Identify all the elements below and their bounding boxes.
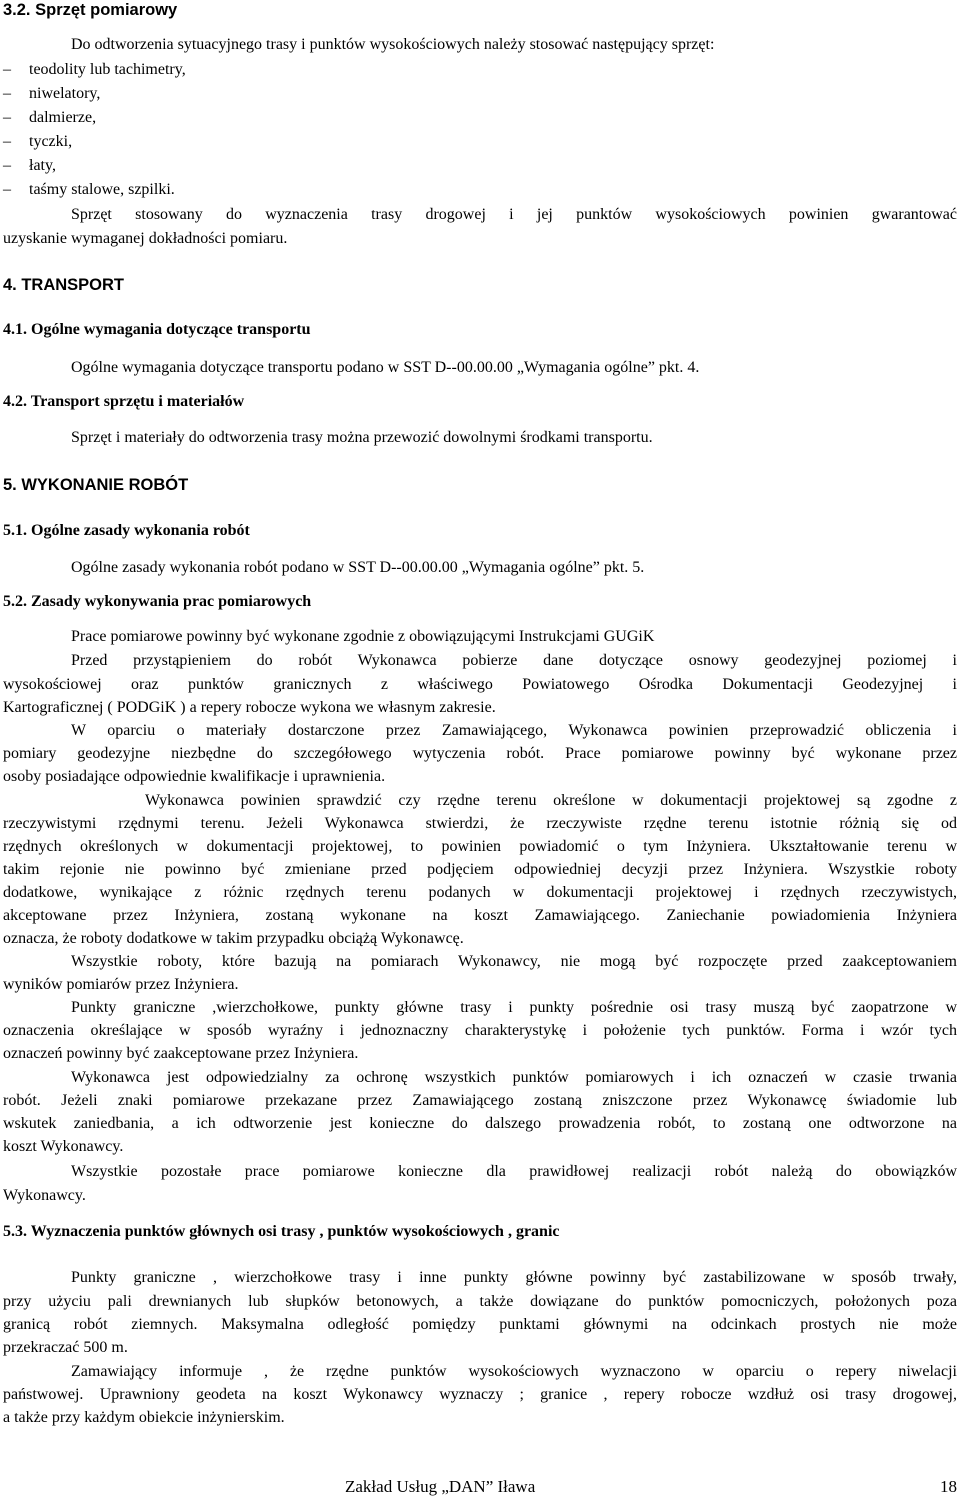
paragraph-line: osoby posiadające odpowiednie kwalifikacje i uprawnienia. xyxy=(3,768,386,785)
section-5-2-heading: 5.2. Zasady wykonywania prac pomiarowych xyxy=(3,593,312,610)
list-item: – taśmy stalowe, szpilki. xyxy=(3,181,175,198)
paragraph-line: rzędnych określonych w dokumentacji projektowej, to powinien powiadomić o tym Inżyniera. Ukształtowanie terenu w xyxy=(3,838,957,855)
paragraph-line: wysokościowej oraz punktów granicznych z właściwego Powiatowego Ośrodka Dokumentacji Geodezyjnej i xyxy=(3,676,957,693)
paragraph-line: Sprzęt stosowany do wyznaczenia trasy drogowej i jej punktów wysokościowych powinien gwarantować xyxy=(71,206,957,223)
paragraph-line: takim rejonie nie powinno być zmieniane przed podjęciem odpowiedniej decyzji przez Inżyniera. Wszystkie roboty xyxy=(3,861,957,878)
section-5-heading: 5. WYKONANIE ROBÓT xyxy=(3,476,189,494)
section-4-2-heading: 4.2. Transport sprzętu i materiałów xyxy=(3,393,245,410)
paragraph-line: W oparciu o materiały dostarczone przez Zamawiającego, Wykonawca powinien przeprowadzić obliczenia i xyxy=(71,722,957,739)
paragraph-line: rzeczywistymi rzędnymi terenu. Jeżeli Wykonawca stwierdzi, że rzeczywiste rzędne terenu istotnie różnią się od xyxy=(3,815,957,832)
paragraph-line: Punkty graniczne , wierzchołkowe trasy i inne punkty główne powinny być zastabilizowane w sposób trwały, xyxy=(71,1269,957,1286)
section-4-1-text: Ogólne wymagania dotyczące transportu podano w SST D--00.00.00 „Wymagania ogólne” pkt. 4. xyxy=(71,359,700,376)
section-3-2-heading: 3.2. Sprzęt pomiarowy xyxy=(3,1,178,19)
paragraph-line: koszt Wykonawcy. xyxy=(3,1138,124,1155)
section-4-heading: 4. TRANSPORT xyxy=(3,276,125,294)
paragraph-line: oznacza, że roboty dodatkowe w takim przypadku obciążą Wykonawcę. xyxy=(3,930,464,947)
paragraph-line: Zamawiający informuje , że rzędne punktów wysokościowych wyznaczono w oparciu o repery niwelacji xyxy=(71,1363,957,1380)
equipment-intro: Do odtworzenia sytuacyjnego trasy i punktów wysokościowych należy stosować następujący sprzęt: xyxy=(71,36,715,53)
paragraph-line: Przed przystąpieniem do robót Wykonawca pobierze dane dotyczące osnowy geodezyjnej poziomej i xyxy=(71,652,957,669)
paragraph-line: Wykonawca jest odpowiedzialny za ochronę wszystkich punktów pomiarowych i ich oznaczeń w czasie trwania xyxy=(71,1069,957,1086)
list-item: – łaty, xyxy=(3,157,56,174)
paragraph-line: uzyskanie wymaganej dokładności pomiaru. xyxy=(3,230,288,247)
paragraph-line: państwowej. Uprawniony geodeta na koszt Wykonawcy wyznaczy ; granice , repery robocze wzdłuż osi trasy drogowej, xyxy=(3,1386,957,1403)
section-5-1-heading: 5.1. Ogólne zasady wykonania robót xyxy=(3,522,250,539)
section-5-3-heading: 5.3. Wyznaczenia punktów głównych osi trasy , punktów wysokościowych , granic xyxy=(3,1223,560,1240)
paragraph-line: Wszystkie roboty, które bazują na pomiarach Wykonawcy, nie mogą być rozpoczęte przed zaakceptowaniem xyxy=(71,953,957,970)
paragraph-line: Kartograficznej ( PODGiK ) a repery robocze wykona we własnym zakresie. xyxy=(3,699,496,716)
list-item: – teodolity lub tachimetry, xyxy=(3,61,186,78)
paragraph-line: pomiary geodezyjne niezbędne do szczegółowego wytyczenia robót. Prace pomiarowe powinny być wykonane przez xyxy=(3,745,957,762)
list-item: – niwelatory, xyxy=(3,85,101,102)
paragraph-line: oznaczenia określające w sposób wyraźny i jednoznaczny charakterystykę i położenie tych punktów. Forma i wzór tych xyxy=(3,1022,957,1039)
paragraph-line: Wszystkie pozostałe prace pomiarowe konieczne dla prawidłowej realizacji robót należą do obowiązków xyxy=(71,1163,957,1180)
page-footer xyxy=(3,1477,957,1497)
paragraph-line: Wykonawca powinien sprawdzić czy rzędne terenu określone w dokumentacji projektowej są zgodne z xyxy=(145,792,957,809)
paragraph-line: Punkty graniczne ,wierzchołkowe, punkty główne trasy i punkty pośrednie osi trasy muszą być zaopatrzone w xyxy=(71,999,957,1016)
paragraph-line: robót. Jeżeli znaki pomiarowe przekazane przez Zamawiającego zostaną zniszczone przez Wykonawcę świadomie lub xyxy=(3,1092,957,1109)
footer-company: Zakład Usług „DAN” Iława xyxy=(345,1477,536,1496)
paragraph-line: wyników pomiarów przez Inżyniera. xyxy=(3,976,239,993)
list-item: – dalmierze, xyxy=(3,109,97,126)
paragraph-line: a także przy każdym obiekcie inżynierskim. xyxy=(3,1409,285,1426)
section-4-1-heading: 4.1. Ogólne wymagania dotyczące transportu xyxy=(3,321,311,338)
paragraph-line: akceptowane przez Inżyniera, zostaną wykonane na koszt Zamawiającego. Zaniechanie powiadomienia Inżyniera xyxy=(3,907,957,924)
paragraph-line: granicą robót ziemnych. Maksymalna odległość pomiędzy punktami głównymi na odcinkach prostych nie może xyxy=(3,1316,957,1333)
paragraph-line: przy użyciu pali drewnianych lub słupków betonowych, a także dowiązane do punktów pomocniczych, położonych poza xyxy=(3,1293,957,1310)
list-item: – tyczki, xyxy=(3,133,73,150)
paragraph-line: oznaczeń powinny być zaakceptowane przez Inżyniera. xyxy=(3,1045,359,1062)
paragraph-line: wskutek zaniedbania, a ich odtworzenie jest konieczne do dalszego prowadzenia robót, to zostaną one odtworzone na xyxy=(3,1115,957,1132)
paragraph-line: dodatkowe, wynikające z różnic rzędnych terenu podanych w dokumentacji projektowej i rzędnych rzeczywistych, xyxy=(3,884,957,901)
page-number: 18 xyxy=(940,1477,957,1496)
paragraph-line: Wykonawcy. xyxy=(3,1187,86,1204)
paragraph-line: przekraczać 500 m. xyxy=(3,1339,128,1356)
section-5-1-text: Ogólne zasady wykonania robót podano w SST D--00.00.00 „Wymagania ogólne” pkt. 5. xyxy=(71,559,645,576)
section-4-2-text: Sprzęt i materiały do odtworzenia trasy można przewozić dowolnymi środkami transportu. xyxy=(71,429,653,446)
paragraph-line: Prace pomiarowe powinny być wykonane zgodnie z obowiązującymi Instrukcjami GUGiK xyxy=(71,628,655,645)
